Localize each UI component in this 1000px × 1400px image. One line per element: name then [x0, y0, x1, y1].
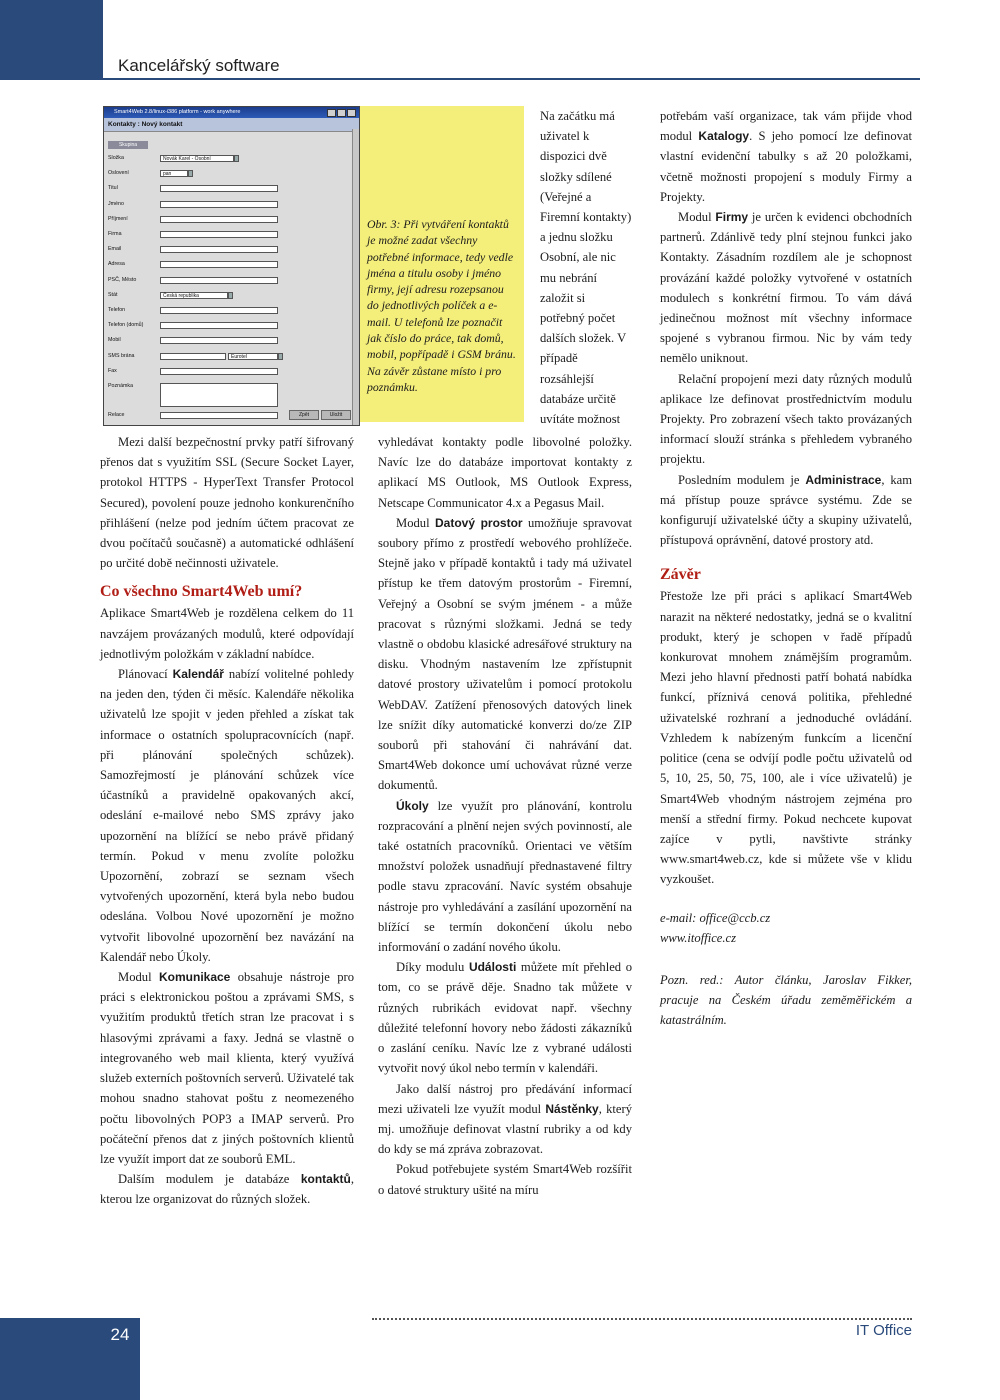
section-title: Kancelářský software	[118, 56, 280, 75]
page-number: 24	[100, 1318, 140, 1352]
figure-heading: Kontakty : Nový kontakt	[104, 118, 359, 132]
figure-caption: Obr. 3: Při vytváření kontaktů je možné zadat všechny potřebné informace, tedy vedle jména a titulu osoby i jméno firmy, její adresu rozepsanou do jednotlivých políček a e-mail. U telefonů lze poznačit jak číslo do práce, tak domů, mobil, popřípadě i GSM bránu. Na závěr zůstane místo i pro poznámku.	[360, 106, 524, 422]
footer-dotted-rule	[372, 1318, 912, 1320]
form-label: Firma	[108, 231, 122, 237]
form-field	[160, 216, 278, 223]
form-field	[160, 261, 278, 268]
form-field: pan	[160, 170, 188, 177]
paragraph: Díky modulu Události můžete mít přehled o tom, co se právě děje. Snadno tak můžete v různých rubrikách evidovat např. všechny důležité telefonní hovory nebo žádosti zákazníků o zaslání ceníku. Navíc lze z vybrané události vytvořit nový úkol nebo termín v kalendáři.	[378, 960, 633, 1076]
form-field	[160, 412, 278, 419]
paragraph: Plánovací Kalendář nabízí volitelné pohledy na jeden den, týden či měsíc. Kalendáře několika uživatelů lze spojit v jeden přehled a získat tak informace o ostatních spolupracovnících (např. při plánování společných schůzek). Samozřejmostí je plánování schůzek více účastníků a pravidelně opakovaných akcí, odeslání e-mailové nebo SMS zprávy jako upozornění na blížící se nebo právě přidaný termín. Pokud v menu zvolíte položku Upozornění, zobrazí se seznam všech vytvořených upozornění, která byla nebo budou odeslána. Volbou Nové upozornění je možno vytvořit libovolné upozornění bez navázání na Kalendář nebo Úkoly.	[100, 667, 355, 964]
maximize-icon	[337, 109, 346, 117]
paragraph: Modul Firmy je určen k evidenci obchodních partnerů. Zdánlivě tedy plní stejnou funkci jako Kontakty. Zásadním rozdílem ale je schopnost provázání každé položky vytvořené v ostatních modulech s konkrétní firmou. To vám dává jedinečnou možnost mít všechny informace spojené s vybranou firmou. Nic by vám tedy nemělo uniknout.	[660, 210, 912, 366]
paragraph: Jako další nástroj pro předávání informací mezi uživateli lze využít modul Nástěnky, který mj. umožňuje definovat vlastní rubriky a od kdy do kdy se má zpráva zobrazovat.	[378, 1081, 632, 1157]
form-label: Fax	[108, 367, 117, 374]
figure-window-title: Smart4Web 2.8/linux-i386 platform - work anywhere	[114, 109, 241, 115]
form-field: Eurotel	[228, 353, 278, 360]
paragraph: potřebám vaší organizace, tak vám přijde vhod modul Katalogy. S jeho pomocí lze definovat vlastní evidenční tabulky s až 20 položkami, včetně možnosti propojení s moduly Firmy a Projekty.	[660, 109, 912, 204]
form-field	[160, 353, 226, 360]
form-label: Stát	[108, 291, 118, 298]
subheading: Závěr	[660, 566, 701, 584]
contact-web: www.itoffice.cz	[660, 930, 737, 945]
form-label: Příjmení	[108, 215, 128, 222]
form-label: Telefon	[108, 307, 126, 313]
form-label: Jméno	[108, 200, 124, 207]
column-1	[100, 432, 354, 1210]
form-field	[160, 322, 278, 329]
form-field	[160, 307, 278, 314]
editor-note: Pozn. red.: Autor článku, Jaroslav Fikker, pracuje na Českém úřadu zeměměřickém a katastrálním.	[660, 972, 912, 1028]
form-field	[160, 246, 278, 253]
contact-email: e-mail: office@ccb.cz	[660, 910, 771, 925]
form-label: SMS brána	[108, 352, 135, 359]
form-label: Poznámka	[108, 383, 134, 389]
header-rule	[102, 78, 920, 80]
dropdown-arrow-icon	[278, 353, 283, 360]
form-label: Adresa	[108, 261, 125, 268]
paragraph: Úkoly lze využít pro plánování, kontrolu rozpracování a plnění nejen svých povinností, ale také ostatních pracovníků. Orientaci ve větším množství položek usnadňují přednastavené filtry podle stavu zpracování. Navíc systém obsahuje nástroje pro vyhledávání a zasílání upozornění na blížící se termín dokončení úkolu nebo informování o zadání nového úkolu.	[378, 798, 632, 955]
form-field	[160, 337, 278, 344]
minimize-icon	[327, 109, 336, 117]
form-label: PSČ, Město	[108, 276, 137, 283]
figure-buttons	[287, 410, 351, 420]
magazine-name: IT Office	[855, 1322, 912, 1339]
footer-accent-bar-lower	[100, 1352, 140, 1400]
header-accent-bar	[0, 0, 103, 80]
column-2-top	[540, 106, 632, 429]
form-field	[160, 368, 278, 375]
form-field	[160, 201, 278, 208]
paragraph: Pokud potřebujete systém Smart4Web rozšířit o datové struktury ušité na míru	[378, 1162, 632, 1197]
form-label: Mobil	[108, 337, 121, 344]
paragraph: Relační propojení mezi daty různých modulů aplikace lze definovat prostřednictvím modulu Projekty. Pro zobrazení všech takto provázaných informací slouží stránka s přehledem vybraného projektu.	[660, 371, 912, 467]
column-3	[660, 106, 912, 1031]
figure-screenshot	[103, 106, 360, 426]
paragraph: Dalším modulem je databáze kontaktů, kterou lze organizovat do různých složek.	[100, 1172, 354, 1207]
paragraph: Posledním modulem je Administrace, kam má přístup pouze správce systému. Zde se konfigurují uživatelské účty a skupiny uživatelů, přístupová oprávnění, datové prostory atd.	[660, 472, 912, 548]
form-field	[160, 277, 278, 284]
form-label: Složka	[108, 155, 124, 161]
dropdown-arrow-icon	[234, 155, 239, 162]
paragraph: Přestože lze při práci s aplikací Smart4Web narazit na některé nedostatky, jedná se o kvalitní produkt, který je schopen v řadě případů konkurovat mnohem známějším programům. Mezi jeho hlavní přednosti patří bohatá nabídka funkcí, příznivá cenová politika, přehledné uživatelské rozhraní a jednoduché ovládání. Vzhledem k nabízeným funkcím a licenční politice (cena se odvíjí podle počtu uživatelů od 5, 10, 25, 50, 75, 100, ale i více uživatelů) je Smart4Web vhodným nástrojem zejména pro menší a střední firmy. Pokud nechcete kupovat zajíce v pytli, navštivte stránky www.smart4web.cz, kde si můžete vše v klidu vyzkoušet.	[660, 589, 912, 887]
close-icon	[347, 109, 356, 117]
back-button: Zpět	[289, 410, 319, 420]
form-label: Oslovení	[108, 170, 129, 177]
footer-accent-bar	[0, 1318, 100, 1400]
paragraph: Aplikace Smart4Web je rozdělena celkem do 11 navzájem provázaných modulů, které odpovídají jednotlivým položkám v základní nabídce.	[100, 606, 354, 661]
window-buttons	[326, 109, 356, 122]
paragraph: Na začátku má uživatel k dispozici dvě složky sdílené (Veřejné a Firemní kontakty) a jednu složku Osobní, ale nic mu nebrání založit si potřebný počet dalších složek. V případě rozsáhlejší databáze určitě uvítáte možnost	[540, 109, 632, 427]
form-field	[160, 185, 278, 192]
figure-scrollbar	[352, 129, 359, 425]
form-label: Titul	[108, 185, 118, 192]
form-field: Novák Karel - Osobní	[160, 155, 234, 162]
form-label: Relace	[108, 412, 125, 419]
paragraph: Mezi další bezpečnostní prvky patří šifrovaný přenos dat s využitím SSL (Secure Socket Layer, protokol HTTPS - HyperText Transfer Protocol Secured), povolení pouze jednoho konkurenčního přihlášení (nelze pod jedním účtem pracovat ze dvou počítačů současně) a automatické odhlášení po určité době nečinnosti uživatele.	[100, 435, 354, 571]
form-label: Email	[108, 246, 122, 253]
paragraph: vyhledávat kontakty podle libovolné položky. Navíc lze do databáze importovat kontakty z aplikací MS Outlook, MS Outlook Express, Netscape Communicator 4.x a Pegasus Mail.	[378, 435, 632, 510]
paragraph: Modul Datový prostor umožňuje spravovat soubory přímo z prostředí webového prohlížeče. Stejně jako v případě kontaktů i tady má uživatel přístup ke třem datovým prostorům - Firemní, Veřejný a Osobní se svým jménem - a může pracovat s různými složkami. Jedná se tedy vlastně o obdobu klasické adresářové struktury na disku. Vhodným nastavením lze zpřístupnit datové prostory uživatelům i pomocí protokolu WebDAV. Zatížení přenosových datových linek lze snížit díky automatické konverzi do/ze ZIP souborů při stahování či nahrávání dat. Smart4Web dokonce umí uchovávat různé verze dokumentů.	[378, 515, 632, 793]
dropdown-arrow-icon	[188, 170, 193, 177]
form-field	[160, 383, 278, 407]
dropdown-arrow-icon	[228, 292, 233, 299]
column-2	[378, 432, 632, 1200]
paragraph: Modul Komunikace obsahuje nástroje pro práci s elektronickou poštou a zprávami SMS, s využitím produktů třetích stran lze pracovat i s hlasovými zprávami a faxy. Jedná se vlastně o integrovaného web mail klienta, který využívá služeb externích poštovních serverů. Uživatelé tak mohou snadno stahovat poštu z neomezeného počtu libovolných POP3 a IMAP serverů. Pro počáteční přenos dat z jiných poštovních klientů lze využít import dat ze souborů EML.	[100, 970, 354, 1166]
figure-window-titlebar	[104, 107, 359, 118]
save-button: Uložit	[321, 410, 351, 420]
form-field	[160, 231, 278, 238]
form-label: Telefon (domů)	[108, 322, 144, 329]
subheading: Co všechno Smart4Web umí?	[100, 583, 303, 601]
figure-tab: Skupina	[108, 141, 148, 149]
form-field: Česká republika	[160, 292, 228, 299]
